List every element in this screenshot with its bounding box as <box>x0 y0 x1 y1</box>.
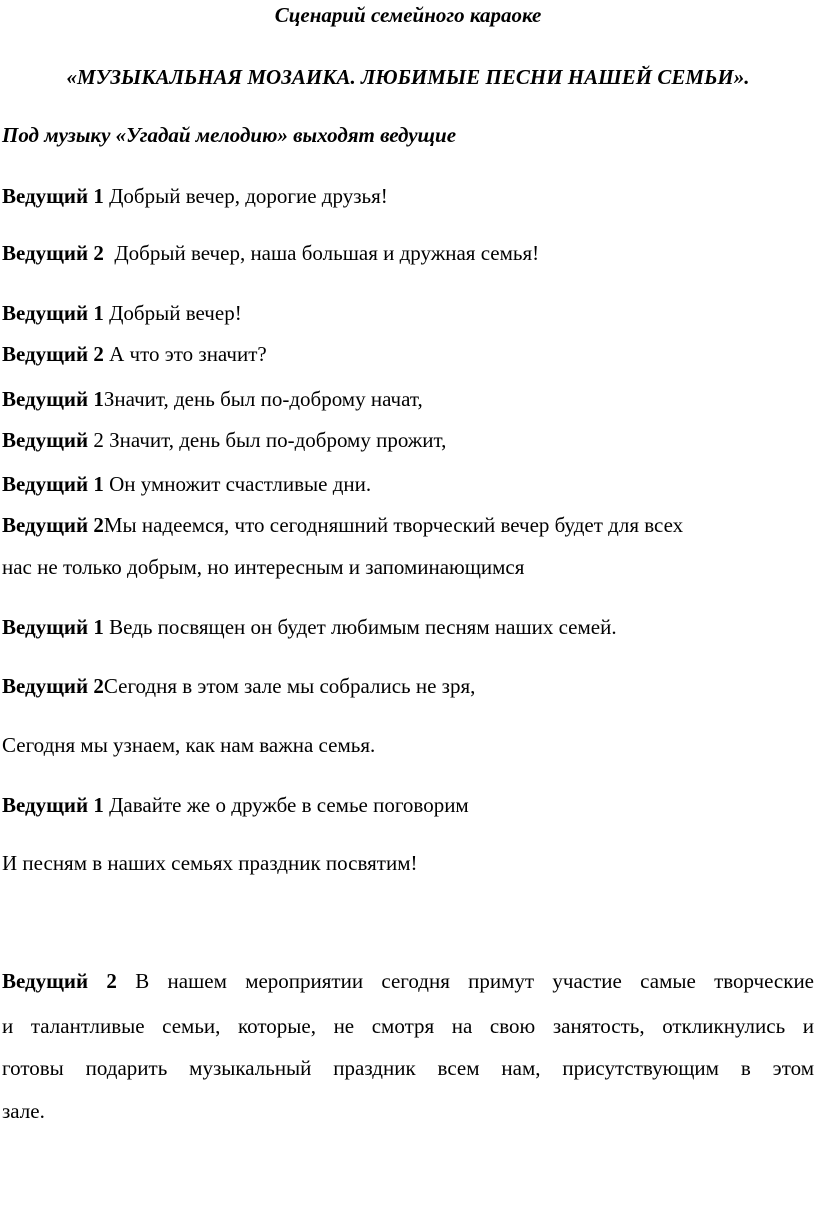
speaker-label: Ведущий 2 <box>2 342 104 366</box>
dialogue-text: 2 Значит, день был по-доброму прожит, <box>88 428 447 452</box>
dialogue-text: Сегодня в этом зале мы собрались не зря, <box>103 674 476 698</box>
dialogue-text: И песням в наших семьях праздник посвятим! <box>2 851 418 875</box>
dialogue-text: Добрый вечер, наша большая и дружная семья! <box>103 241 540 265</box>
dialogue-text: Добрый вечер, дорогие друзья! <box>103 184 388 208</box>
dialogue-line <box>2 303 242 324</box>
final-paragraph-line <box>2 1058 814 1079</box>
final-paragraph-line <box>2 1101 45 1122</box>
final-paragraph-line <box>2 971 814 992</box>
paragraph-text: зале. <box>2 1099 45 1123</box>
dialogue-text: Сегодня мы узнаем, как нам важна семья. <box>2 733 376 757</box>
dialogue-text: Давайте же о дружбе в семье поговорим <box>103 793 469 817</box>
dialogue-line <box>2 186 388 207</box>
dialogue-text: Ведь посвящен он будет любимым песням наших семей. <box>103 615 617 639</box>
dialogue-line <box>2 430 446 451</box>
speaker-label: Ведущий 1 <box>2 184 104 208</box>
dialogue-text: Добрый вечер! <box>103 301 242 325</box>
speaker-label: Ведущий 2 <box>2 969 117 993</box>
dialogue-line <box>2 243 539 264</box>
dialogue-text: нас не только добрым, но интересным и запоминающимся <box>2 555 525 579</box>
speaker-label: Ведущий 1 <box>2 615 104 639</box>
dialogue-line-continuation <box>2 853 417 874</box>
dialogue-line <box>2 389 423 410</box>
dialogue-line-continuation <box>2 557 524 578</box>
speaker-label: Ведущий 2 <box>2 513 104 537</box>
speaker-label: Ведущий <box>2 428 89 452</box>
speaker-label: Ведущий 1 <box>2 301 104 325</box>
speaker-label: Ведущий 2 <box>2 674 104 698</box>
dialogue-line <box>2 474 371 495</box>
speaker-label: Ведущий 2 <box>2 241 104 265</box>
dialogue-line <box>2 795 469 816</box>
speaker-label: Ведущий 1 <box>2 793 104 817</box>
dialogue-line-continuation <box>2 735 375 756</box>
intro-stage-direction: Под музыку «Угадай мелодию» выходят ведущие <box>2 123 457 147</box>
dialogue-line <box>2 344 267 365</box>
final-paragraph-line <box>2 1016 814 1037</box>
dialogue-text: Мы надеемся, что сегодняшний творческий вечер будет для всех <box>103 513 684 537</box>
dialogue-text: Он умножит счастливые дни. <box>103 472 372 496</box>
paragraph-text: и талантливые семьи, которые, не смотря на свою занятость, откликнулись и <box>2 1014 814 1038</box>
paragraph-text: готовы подарить музыкальный праздник всем нам, присутствующим в этом <box>2 1056 814 1080</box>
dialogue-line <box>2 515 683 536</box>
speaker-label: Ведущий 1 <box>2 387 104 411</box>
dialogue-line <box>2 676 475 697</box>
speaker-label: Ведущий 1 <box>2 472 104 496</box>
dialogue-text: А что это значит? <box>103 342 267 366</box>
paragraph-text: В нашем мероприятии сегодня примут участие самые творческие <box>116 969 815 993</box>
document-subtitle: «МУЗЫКАЛЬНАЯ МОЗАИКА. ЛЮБИМЫЕ ПЕСНИ НАШЕЙ СЕМЬИ». <box>66 65 750 89</box>
dialogue-text: Значит, день был по-доброму начат, <box>103 387 423 411</box>
dialogue-line <box>2 617 617 638</box>
document-title: Сценарий семейного караоке <box>274 3 542 27</box>
